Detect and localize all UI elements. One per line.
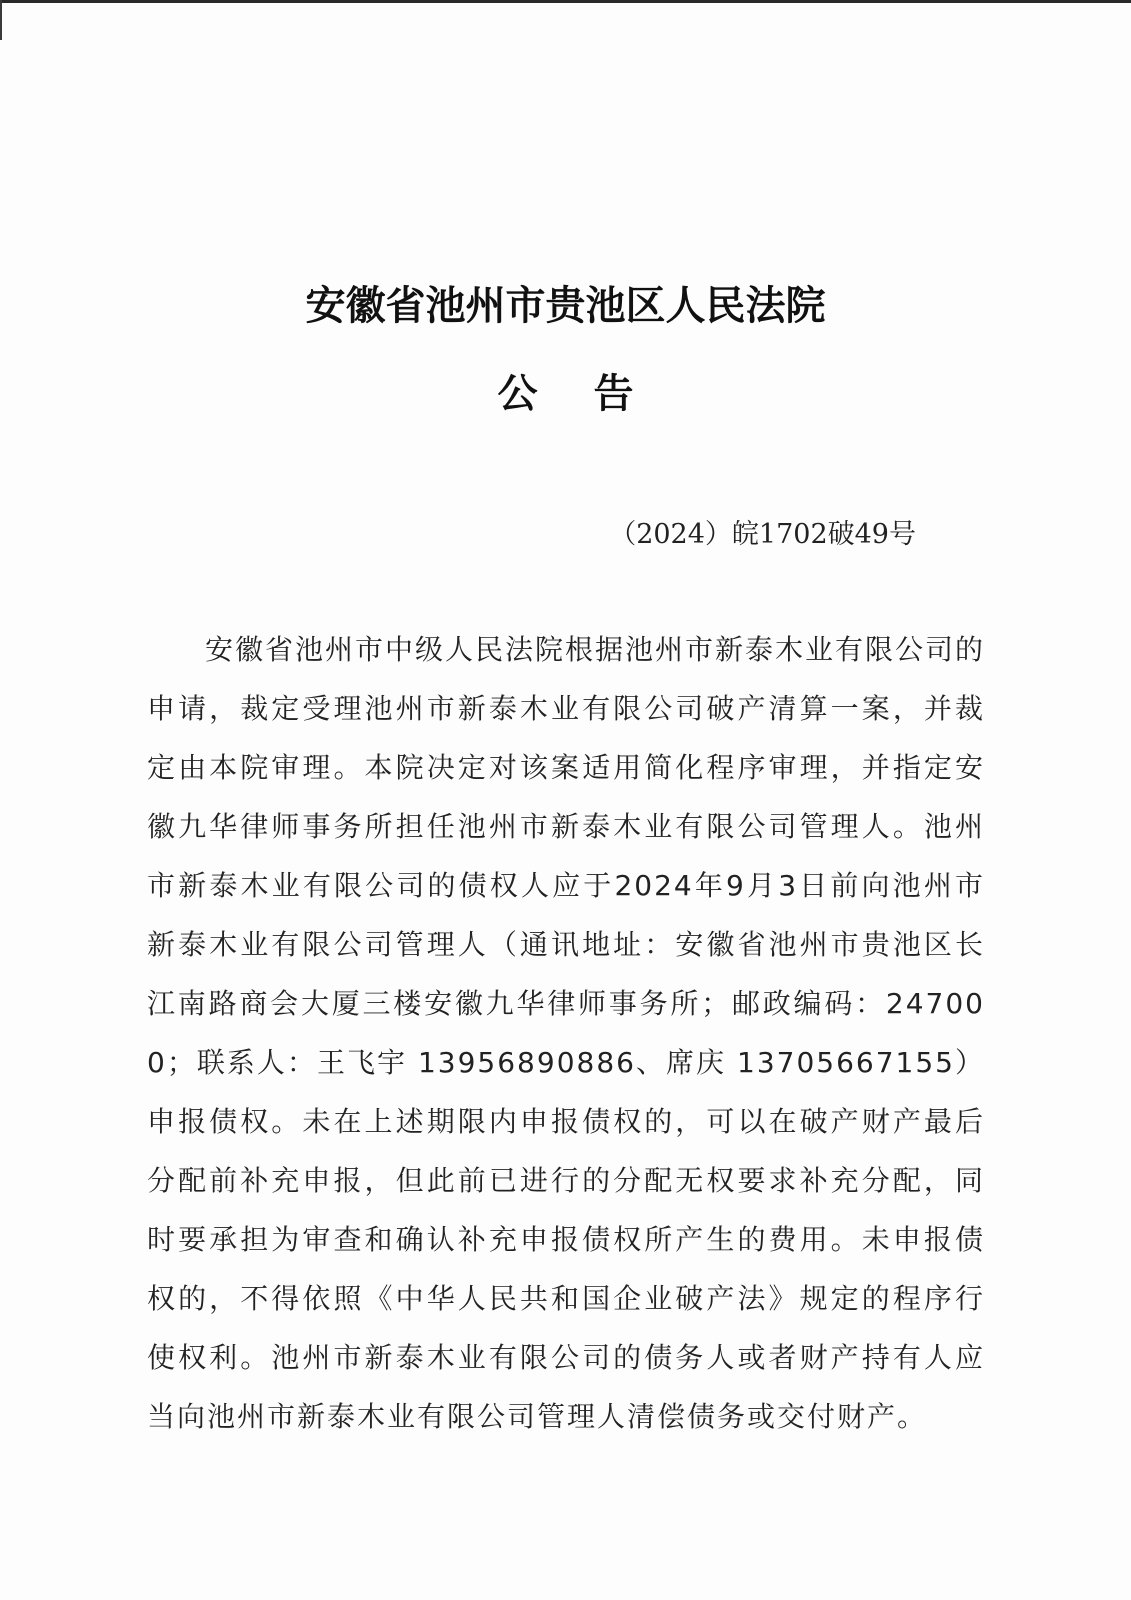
scan-edge-top bbox=[0, 0, 1131, 3]
court-name-heading: 安徽省池州市贵池区人民法院 bbox=[305, 282, 826, 329]
notice-body: 安徽省池州市中级人民法院根据池州市新泰木业有限公司的申请，裁定受理池州市新泰木业有限公司破产清算一案，并裁定由本院审理。本院决定对该案适用简化程序审理，并指定安徽九华律师事务所担任池州市新泰木业有限公司管理人。池州市新泰木业有限公司的债权人应于2024年9月3日前向池州市新泰木业有限公司管理人（通讯地址：安徽省池州市贵池区长江南路商会大厦三楼安徽九华律师事务所；邮政编码：247000；联系人：王飞宇 13956890886、席庆 13705667155）申报债权。未在上述期限内申报债权的，可以在破产财产最后分配前补充申报，但此前已进行的分配无权要求补充分配，同时要承担为审查和确认补充申报债权所产生的费用。未申报债权的，不得依照《中华人民共和国企业破产法》规定的程序行使权利。池州市新泰木业有限公司的债务人或者财产持有人应当向池州市新泰木业有限公司管理人清偿债务或交付财产。 bbox=[147, 633, 986, 1433]
case-number: （2024）皖1702破49号 bbox=[609, 519, 916, 550]
notice-title: 公告 bbox=[497, 370, 690, 417]
scan-edge-left bbox=[0, 0, 2, 40]
